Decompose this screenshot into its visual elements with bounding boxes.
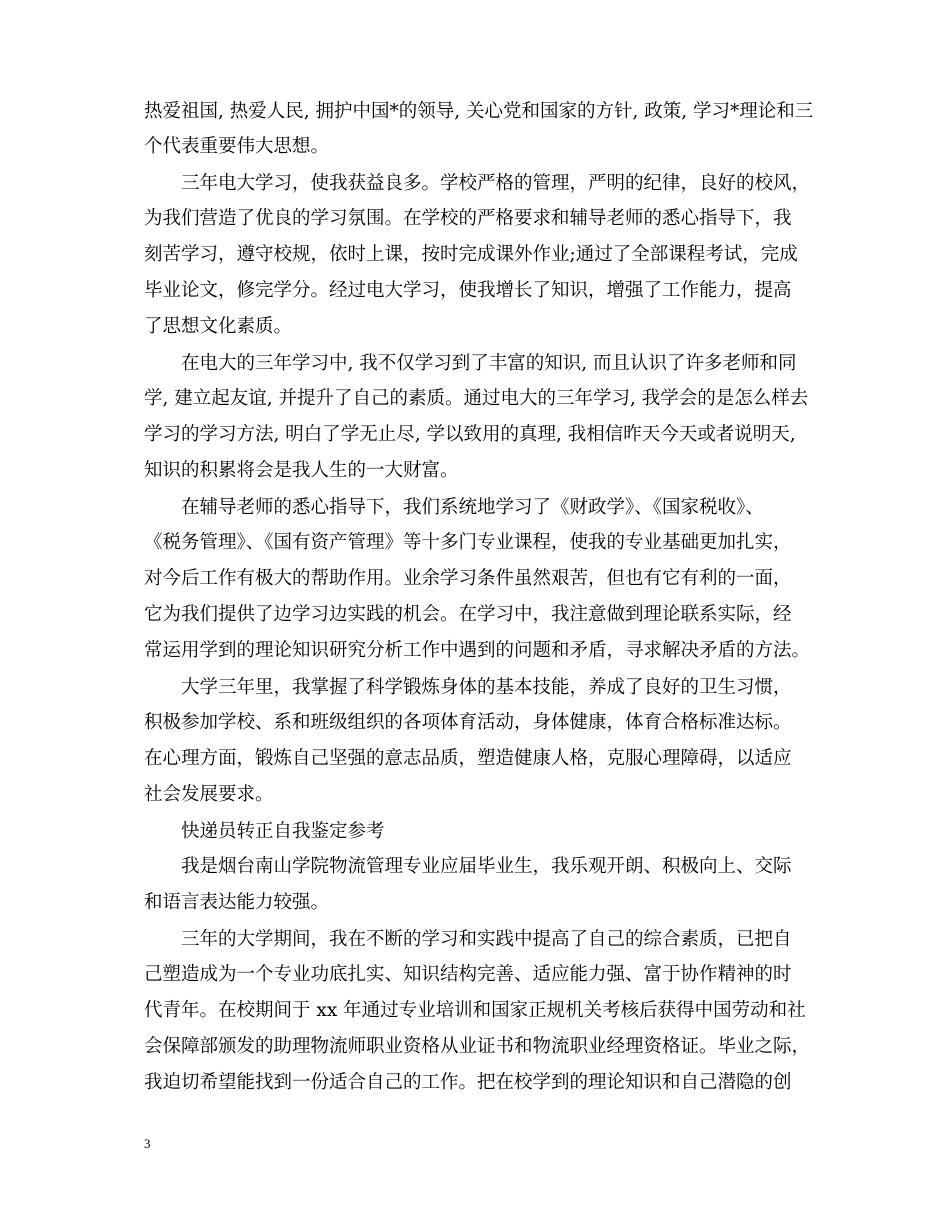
- text-line: 个代表重要伟大思想。: [144, 136, 330, 157]
- text-line: 三年的大学期间，我在不断的学习和实践中提高了自己的综合素质，已把自: [181, 929, 792, 950]
- text-line: 大学三年里，我掌握了科学锻炼身体的基本技能，养成了良好的卫生习惯，: [181, 677, 792, 698]
- text-line: 社会发展要求。: [144, 784, 274, 805]
- text-line: 我是烟台南山学院物流管理专业应届毕业生，我乐观开朗、积极向上、交际: [181, 856, 792, 877]
- text-line: 三年电大学习，使我获益良多。学校严格的管理，严明的纪律，良好的校风，: [181, 173, 811, 194]
- text-line: 在电大的三年学习中, 我不仅学习到了丰富的知识, 而且认识了许多老师和同: [181, 353, 797, 374]
- section-heading: 快递员转正自我鉴定参考: [181, 821, 385, 842]
- text-line: 《税务管理》、《国有资产管理》等十多门专业课程，使我的专业基础更加扎实，: [144, 532, 792, 553]
- text-line: 代青年。在校期间于 xx 年通过专业培训和国家正规机关考核后获得中国劳动和社: [144, 1000, 806, 1021]
- text-line: 己塑造成为一个专业功底扎实、知识结构完善、适应能力强、富于协作精神的时: [144, 964, 792, 985]
- text-line: 为我们营造了优良的学习氛围。在学校的严格要求和辅导老师的悉心指导下，我: [144, 208, 792, 229]
- text-line: 毕业论文，修完学分。经过电大学习，使我增长了知识，增强了工作能力，提高: [144, 280, 792, 301]
- text-line: 对今后工作有极大的帮助作用。业余学习条件虽然艰苦，但也有它有利的一面，: [144, 568, 792, 589]
- text-line: 热爱祖国, 热爱人民, 拥护中国*的领导, 关心党和国家的方针, 政策, 学习*理论和三: [144, 101, 814, 122]
- text-line: 和语言表达能力较强。: [144, 892, 330, 913]
- text-line: 在辅导老师的悉心指导下，我们系统地学习了《财政学》、《国家税收》、: [181, 497, 764, 518]
- text-line: 会保障部颁发的助理物流师职业资格从业证书和物流职业经理资格证。毕业之际，: [144, 1036, 811, 1057]
- text-line: 常运用学到的理论知识研究分析工作中遇到的问题和矛盾，寻求解决矛盾的方法。: [144, 640, 811, 661]
- text-line: 学, 建立起友谊, 并提升了自己的素质。通过电大的三年学习, 我学会的是怎么样去: [144, 388, 809, 409]
- text-line: 积极参加学校、系和班级组织的各项体育活动，身体健康，体育合格标准达标。: [144, 712, 792, 733]
- text-line: 刻苦学习，遵守校规，依时上课，按时完成课外作业;通过了全部课程考试，完成: [144, 244, 798, 265]
- page-number: 3: [144, 1136, 151, 1151]
- text-line: 在心理方面，锻炼自己坚强的意志品质，塑造健康人格，克服心理障碍，以适应: [144, 748, 792, 769]
- text-line: 我迫切希望能找到一份适合自己的工作。把在校学到的理论知识和自己潜隐的创: [144, 1072, 792, 1093]
- text-line: 知识的积累将会是我人生的一大财富。: [144, 460, 459, 481]
- text-line: 学习的学习方法, 明白了学无止尽, 学以致用的真理, 我相信昨天今天或者说明天,: [144, 424, 796, 445]
- text-line: 了思想文化素质。: [144, 316, 293, 337]
- text-line: 它为我们提供了边学习边实践的机会。在学习中，我注意做到理论联系实际，经: [144, 604, 792, 625]
